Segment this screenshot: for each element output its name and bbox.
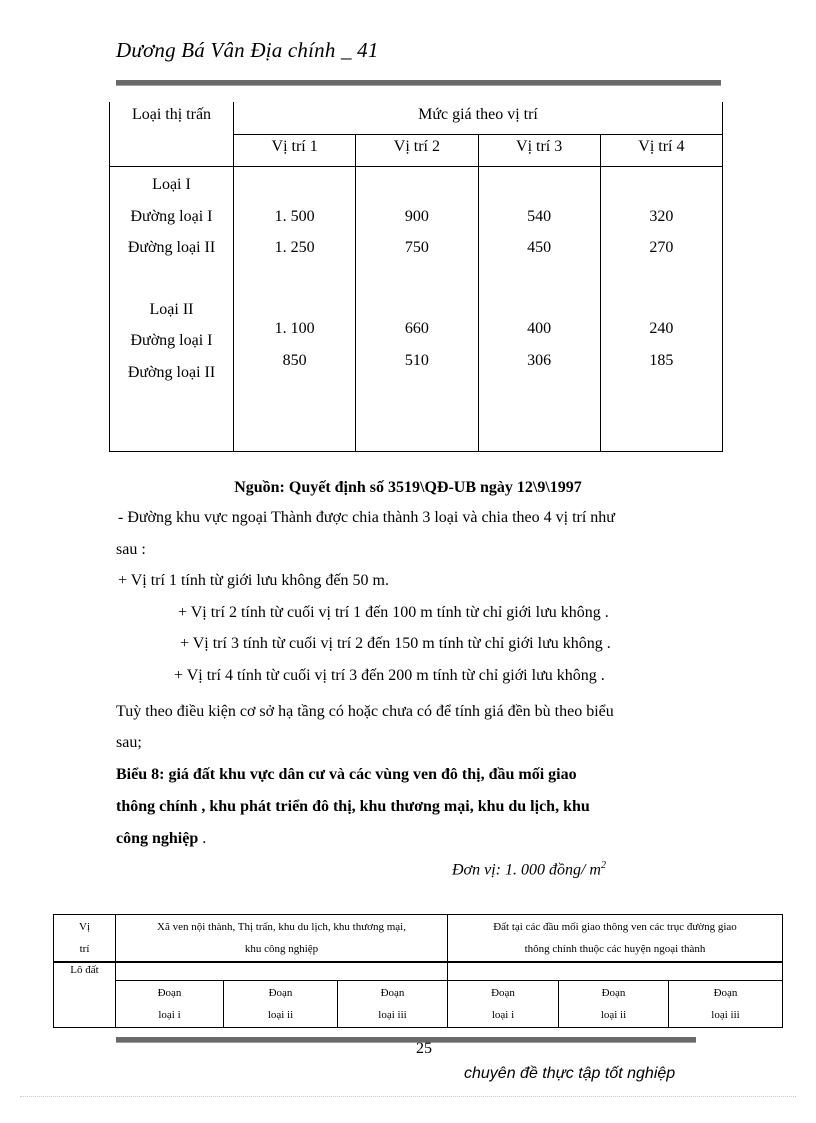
col-header-position-1: Vị trí 1: [234, 135, 356, 167]
paragraph-line: - Đường khu vực ngoại Thành được chia thành 3 loại và chia theo 4 vị trí như: [118, 509, 615, 526]
value-cell: 270: [649, 239, 674, 256]
town-type-cell: [110, 167, 234, 452]
vi-label: Vị: [79, 921, 90, 934]
segment-label: Đoạn: [268, 986, 293, 999]
segment-type: loại iii: [378, 1008, 407, 1021]
value-cell: 750: [404, 239, 429, 256]
table-heading-tail: .: [198, 830, 207, 847]
tri-label: trí: [79, 943, 90, 956]
bullet-position-1: + Vị trí 1 tính từ giới lưu không đến 50 m.: [118, 572, 389, 589]
segment-a-3: [338, 980, 448, 1027]
table-heading-line: Biểu 8: giá đất khu vực dân cư và các vùng ven đô thị, đầu mối giao: [116, 766, 577, 783]
group2-road2: Đường loại II: [127, 363, 216, 381]
row-header-lot: Lô đất: [54, 962, 116, 1027]
bullet-position-2: + Vị trí 2 tính từ cuối vị trí 1 đến 100 m tính từ chỉ giới lưu không .: [178, 604, 609, 621]
page-header-title: Dương Bá Vân Địa chính _ 41: [116, 38, 379, 62]
table-heading-end: công nghiệp: [116, 830, 199, 847]
segment-type: loại ii: [267, 1008, 294, 1021]
group2-name: Loại II: [149, 300, 194, 318]
value-cell: 900: [404, 207, 429, 225]
header-rule: [116, 80, 721, 86]
segment-b-2: [559, 980, 669, 1027]
position-3-values: [478, 167, 600, 452]
group1-road2: Đường loại II: [127, 239, 216, 256]
col-header-position-3: Vị trí 3: [478, 135, 600, 167]
footer-text: chuyên đề thực tập tốt nghiệp: [464, 1065, 676, 1082]
col-header-position: [54, 915, 116, 963]
unit-superscript: 2: [600, 860, 606, 871]
segment-label: Đoạn: [157, 986, 182, 999]
value-cell: 185: [649, 351, 674, 369]
page-edge-divider: [20, 1096, 796, 1097]
price-table-towns: [109, 102, 723, 452]
segment-type: loại i: [158, 1008, 181, 1021]
paragraph-line: sau :: [116, 541, 146, 558]
value-cell: 1. 500: [274, 207, 315, 225]
blank-cell: [116, 962, 448, 980]
footer-rule: [116, 1037, 696, 1043]
segment-label: Đoạn: [713, 986, 738, 999]
bullet-position-4: + Vị trí 4 tính từ cuối vị trí 3 đến 200 m tính từ chỉ giới lưu không .: [174, 667, 605, 684]
table-heading-line: [116, 829, 206, 849]
segment-type: loại ii: [600, 1008, 627, 1021]
value-cell: 540: [527, 207, 552, 225]
segment-label: Đoạn: [380, 986, 405, 999]
unit-label: [452, 860, 606, 879]
segment-a-2: [224, 980, 338, 1027]
value-cell: 400: [527, 320, 552, 337]
segment-b-1: [448, 980, 559, 1027]
unit-text: Đơn vị: 1. 000 đồng/ m: [452, 861, 601, 879]
value-cell: 320: [649, 207, 674, 225]
value-cell: 1. 250: [274, 239, 315, 256]
segment-type: loại iii: [711, 1008, 740, 1021]
group-b-line2: thông chính thuộc các huyện ngoại thành: [524, 943, 706, 956]
paragraph-line: sau;: [116, 734, 142, 751]
col-header-price-by-position: Mức giá theo vị trí: [234, 102, 723, 135]
col-header-group-b: [448, 915, 783, 963]
col-header-group-a: [116, 915, 448, 963]
page-number: 25: [416, 1040, 432, 1057]
value-cell: 240: [649, 320, 674, 337]
value-cell: 450: [527, 239, 552, 256]
position-2-values: [356, 167, 478, 452]
bullet-position-3: + Vị trí 3 tính từ cuối vị trí 2 đến 150 m tính từ chỉ giới lưu không .: [180, 635, 611, 652]
value-cell: 850: [282, 351, 307, 369]
table-heading-line: thông chính , khu phát triển đô thị, khu thương mại, khu du lịch, khu: [116, 798, 590, 815]
value-cell: 510: [404, 351, 429, 369]
group-a-line2: khu công nghiệp: [244, 943, 319, 956]
group1-road1: Đường loại I: [130, 207, 213, 225]
segment-type: loại i: [491, 1008, 515, 1021]
group-a-line1: Xã ven nội thành, Thị trấn, khu du lịch, khu thương mại,: [157, 921, 406, 934]
group1-name: Loại I: [152, 176, 191, 193]
segment-label: Đoạn: [601, 986, 626, 999]
blank-cell: [448, 962, 783, 980]
group2-road1: Đường loại I: [130, 332, 213, 349]
value-cell: 1. 100: [274, 320, 315, 337]
position-4-values: [600, 167, 722, 452]
col-header-position-2: Vị trí 2: [356, 135, 478, 167]
col-header-position-4: Vị trí 4: [600, 135, 722, 167]
value-cell: 660: [404, 320, 429, 337]
group-b-line1: Đất tại các đầu mối giao thông ven các trục đường giao: [493, 921, 737, 934]
value-cell: 306: [527, 351, 552, 369]
segment-label: Đoạn: [491, 986, 515, 999]
segment-a-1: [116, 980, 224, 1027]
paragraph-line: Tuỳ theo điều kiện cơ sở hạ tầng có hoặc chưa có để tính giá đền bù theo biểu: [116, 703, 614, 720]
col-header-town-type: Loại thị trấn: [110, 102, 234, 167]
price-table-bieu-8: [53, 914, 783, 1028]
position-1-values: [234, 167, 356, 452]
source-citation: Nguồn: Quyết định số 3519\QĐ-UB ngày 12\9\1997: [234, 479, 582, 496]
segment-b-3: [669, 980, 783, 1027]
